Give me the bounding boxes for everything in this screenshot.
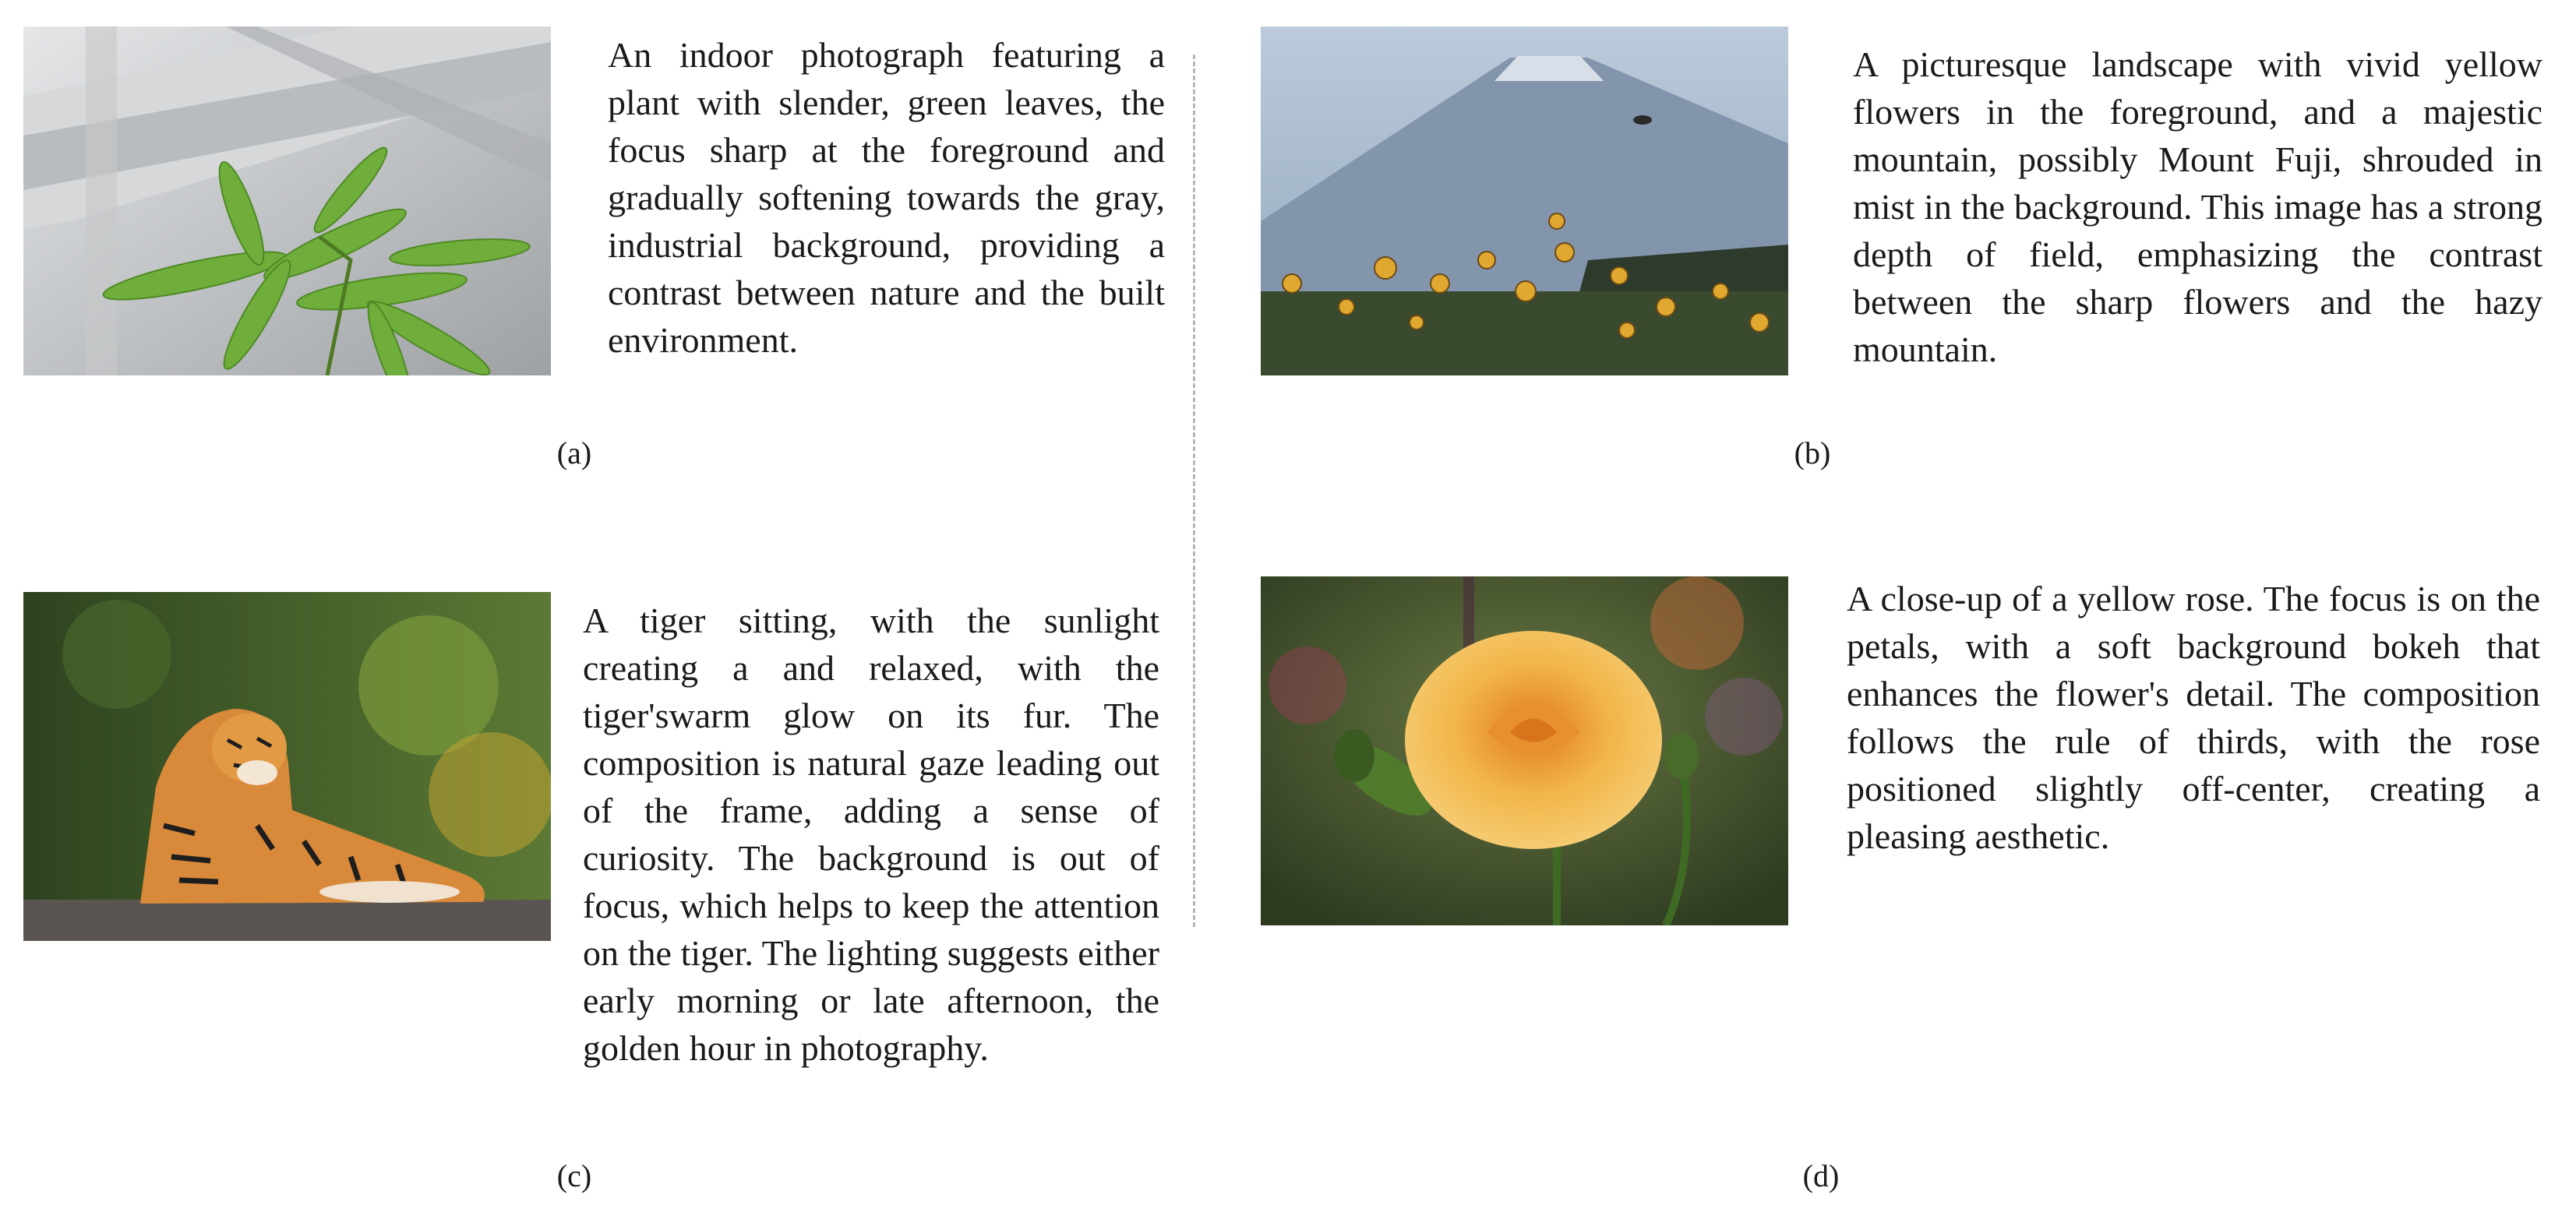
description-c: A tiger sitting, with the sunlight creating a and relaxed, with the tiger'swarm glow on its fur. The composition is natural gaze leading out of the frame, adding a sense of curiosity. The background is out of focus, which helps to keep the attention on the tiger. The lighting suggests either early morning or late afternoon, the golden hour in photography. bbox=[583, 601, 1159, 1068]
caption-a: (a) bbox=[556, 435, 592, 470]
caption-b: (b) bbox=[1794, 435, 1831, 470]
description-b: A picturesque landscape with vivid yellow flowers in the foreground, and a majestic mountain, possibly Mount Fuji, shrouded in mist in the background. This image has a strong depth of field, emphasizing the contrast between the sharp flowers and the hazy mountain. bbox=[1853, 44, 2542, 369]
description-a: An indoor photograph featuring a plant with slender, green leaves, the focus sharp at the foreground and gradually softening towards the gray, industrial background, providing a contrast between nature and the built environment. bbox=[608, 35, 1165, 360]
column-divider bbox=[1193, 55, 1195, 927]
photo-tiger bbox=[23, 592, 551, 941]
caption-c: (c) bbox=[556, 1158, 592, 1193]
photo-rose bbox=[1261, 576, 1788, 925]
caption-d: (d) bbox=[1802, 1158, 1840, 1193]
photo-plant bbox=[23, 26, 551, 375]
photo-mountain-flowers bbox=[1261, 26, 1788, 375]
description-d: A close-up of a yellow rose. The focus is on the petals, with a soft background bokeh that enhances the flower's detail. The composition follows the rule of thirds, with the rose positioned slightly off-center, creating a pleasing aesthetic. bbox=[1847, 579, 2540, 856]
